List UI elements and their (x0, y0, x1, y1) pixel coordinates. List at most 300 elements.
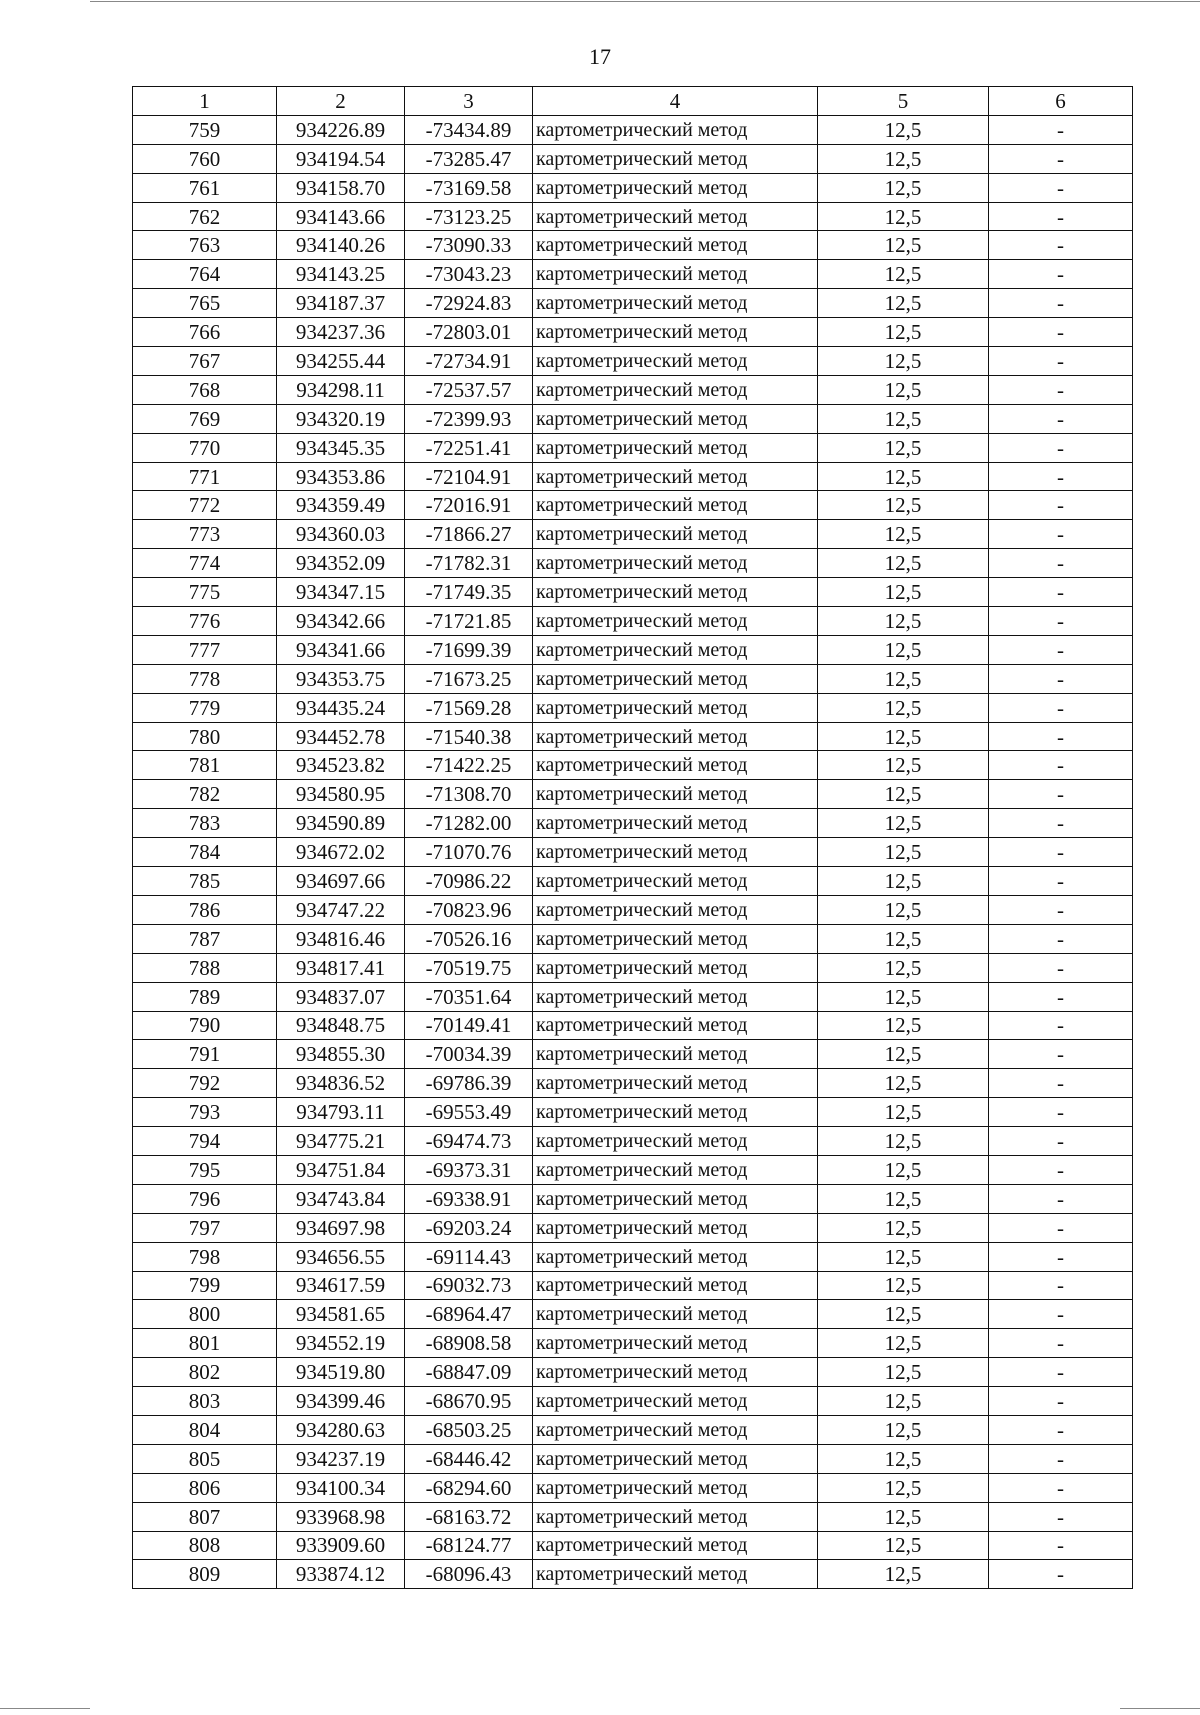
bottom-edge-line-right (1120, 1708, 1200, 1709)
table-row (133, 289, 1133, 318)
note-cell: - (989, 1444, 1133, 1473)
table-row (133, 549, 1133, 578)
header-cell-col-3: 3 (405, 87, 533, 116)
method-cell: картометрический метод (533, 375, 818, 404)
accuracy-cell: 12,5 (818, 867, 989, 896)
note-cell: - (989, 895, 1133, 924)
method-cell: картометрический метод (533, 115, 818, 144)
x-coordinate-cell: 934523.82 (277, 751, 405, 780)
accuracy-cell: 12,5 (818, 404, 989, 433)
header-cell-col-2: 2 (277, 87, 405, 116)
table-row (133, 1127, 1133, 1156)
point-number-cell: 773 (133, 520, 277, 549)
table-row (133, 1300, 1133, 1329)
table-row (133, 347, 1133, 376)
x-coordinate-cell: 934848.75 (277, 1011, 405, 1040)
accuracy-cell: 12,5 (818, 1473, 989, 1502)
table-row (133, 578, 1133, 607)
method-cell: картометрический метод (533, 751, 818, 780)
x-coordinate-cell: 934697.66 (277, 867, 405, 896)
method-cell: картометрический метод (533, 318, 818, 347)
x-coordinate-cell: 934143.25 (277, 260, 405, 289)
y-coordinate-cell: -73043.23 (405, 260, 533, 289)
table-row (133, 1560, 1133, 1589)
note-cell: - (989, 1213, 1133, 1242)
header-cell-col-6: 6 (989, 87, 1133, 116)
point-number-cell: 772 (133, 491, 277, 520)
table-row (133, 173, 1133, 202)
point-number-cell: 787 (133, 924, 277, 953)
method-cell: картометрический метод (533, 491, 818, 520)
accuracy-cell: 12,5 (818, 1415, 989, 1444)
x-coordinate-cell: 934617.59 (277, 1271, 405, 1300)
note-cell: - (989, 1155, 1133, 1184)
point-number-cell: 799 (133, 1271, 277, 1300)
note-cell: - (989, 289, 1133, 318)
table-row (133, 520, 1133, 549)
table-row (133, 260, 1133, 289)
accuracy-cell: 12,5 (818, 375, 989, 404)
x-coordinate-cell: 934353.75 (277, 664, 405, 693)
x-coordinate-cell: 934140.26 (277, 231, 405, 260)
table-row (133, 838, 1133, 867)
accuracy-cell: 12,5 (818, 1271, 989, 1300)
accuracy-cell: 12,5 (818, 231, 989, 260)
y-coordinate-cell: -69553.49 (405, 1098, 533, 1127)
x-coordinate-cell: 934697.98 (277, 1213, 405, 1242)
point-number-cell: 805 (133, 1444, 277, 1473)
method-cell: картометрический метод (533, 1040, 818, 1069)
accuracy-cell: 12,5 (818, 1300, 989, 1329)
note-cell: - (989, 115, 1133, 144)
method-cell: картометрический метод (533, 780, 818, 809)
table-row (133, 375, 1133, 404)
point-number-cell: 790 (133, 1011, 277, 1040)
bottom-edge-line-left (0, 1708, 90, 1709)
note-cell: - (989, 924, 1133, 953)
accuracy-cell: 12,5 (818, 289, 989, 318)
table-row (133, 982, 1133, 1011)
note-cell: - (989, 809, 1133, 838)
method-cell: картометрический метод (533, 1502, 818, 1531)
table-row (133, 924, 1133, 953)
note-cell: - (989, 231, 1133, 260)
y-coordinate-cell: -70149.41 (405, 1011, 533, 1040)
accuracy-cell: 12,5 (818, 462, 989, 491)
accuracy-cell: 12,5 (818, 1011, 989, 1040)
x-coordinate-cell: 933874.12 (277, 1560, 405, 1589)
accuracy-cell: 12,5 (818, 780, 989, 809)
method-cell: картометрический метод (533, 924, 818, 953)
point-number-cell: 768 (133, 375, 277, 404)
table-row (133, 1069, 1133, 1098)
y-coordinate-cell: -72251.41 (405, 433, 533, 462)
accuracy-cell: 12,5 (818, 809, 989, 838)
x-coordinate-cell: 934552.19 (277, 1329, 405, 1358)
method-cell: картометрический метод (533, 1415, 818, 1444)
top-edge-line (90, 1, 1200, 2)
note-cell: - (989, 664, 1133, 693)
y-coordinate-cell: -72734.91 (405, 347, 533, 376)
note-cell: - (989, 1358, 1133, 1387)
point-number-cell: 777 (133, 635, 277, 664)
method-cell: картометрический метод (533, 1271, 818, 1300)
note-cell: - (989, 1069, 1133, 1098)
y-coordinate-cell: -72924.83 (405, 289, 533, 318)
note-cell: - (989, 1329, 1133, 1358)
method-cell: картометрический метод (533, 1213, 818, 1242)
table-row (133, 1011, 1133, 1040)
y-coordinate-cell: -68446.42 (405, 1444, 533, 1473)
y-coordinate-cell: -72016.91 (405, 491, 533, 520)
accuracy-cell: 12,5 (818, 1098, 989, 1127)
accuracy-cell: 12,5 (818, 635, 989, 664)
note-cell: - (989, 520, 1133, 549)
accuracy-cell: 12,5 (818, 1155, 989, 1184)
point-number-cell: 774 (133, 549, 277, 578)
note-cell: - (989, 1531, 1133, 1560)
method-cell: картометрический метод (533, 867, 818, 896)
y-coordinate-cell: -68124.77 (405, 1531, 533, 1560)
method-cell: картометрический метод (533, 1387, 818, 1416)
accuracy-cell: 12,5 (818, 318, 989, 347)
table-row (133, 1184, 1133, 1213)
x-coordinate-cell: 934751.84 (277, 1155, 405, 1184)
accuracy-cell: 12,5 (818, 607, 989, 636)
coordinates-table (132, 86, 1133, 1589)
method-cell: картометрический метод (533, 1531, 818, 1560)
note-cell: - (989, 1502, 1133, 1531)
x-coordinate-cell: 934775.21 (277, 1127, 405, 1156)
table-row (133, 144, 1133, 173)
y-coordinate-cell: -72399.93 (405, 404, 533, 433)
method-cell: картометрический метод (533, 347, 818, 376)
y-coordinate-cell: -72803.01 (405, 318, 533, 347)
accuracy-cell: 12,5 (818, 202, 989, 231)
note-cell: - (989, 549, 1133, 578)
y-coordinate-cell: -69032.73 (405, 1271, 533, 1300)
note-cell: - (989, 1473, 1133, 1502)
x-coordinate-cell: 934342.66 (277, 607, 405, 636)
method-cell: картометрический метод (533, 1473, 818, 1502)
accuracy-cell: 12,5 (818, 491, 989, 520)
x-coordinate-cell: 934255.44 (277, 347, 405, 376)
method-cell: картометрический метод (533, 838, 818, 867)
method-cell: картометрический метод (533, 895, 818, 924)
y-coordinate-cell: -68847.09 (405, 1358, 533, 1387)
note-cell: - (989, 1098, 1133, 1127)
point-number-cell: 803 (133, 1387, 277, 1416)
x-coordinate-cell: 934590.89 (277, 809, 405, 838)
x-coordinate-cell: 933909.60 (277, 1531, 405, 1560)
point-number-cell: 780 (133, 722, 277, 751)
point-number-cell: 809 (133, 1560, 277, 1589)
method-cell: картометрический метод (533, 1300, 818, 1329)
x-coordinate-cell: 934817.41 (277, 953, 405, 982)
note-cell: - (989, 173, 1133, 202)
x-coordinate-cell: 934452.78 (277, 722, 405, 751)
y-coordinate-cell: -69786.39 (405, 1069, 533, 1098)
table-row (133, 1242, 1133, 1271)
method-cell: картометрический метод (533, 607, 818, 636)
y-coordinate-cell: -71782.31 (405, 549, 533, 578)
point-number-cell: 765 (133, 289, 277, 318)
point-number-cell: 808 (133, 1531, 277, 1560)
y-coordinate-cell: -71308.70 (405, 780, 533, 809)
point-number-cell: 761 (133, 173, 277, 202)
x-coordinate-cell: 934519.80 (277, 1358, 405, 1387)
table-row (133, 1040, 1133, 1069)
note-cell: - (989, 1271, 1133, 1300)
method-cell: картометрический метод (533, 404, 818, 433)
y-coordinate-cell: -70519.75 (405, 953, 533, 982)
table-body (133, 87, 1133, 1589)
method-cell: картометрический метод (533, 433, 818, 462)
x-coordinate-cell: 934360.03 (277, 520, 405, 549)
y-coordinate-cell: -68964.47 (405, 1300, 533, 1329)
accuracy-cell: 12,5 (818, 1560, 989, 1589)
table-row (133, 1473, 1133, 1502)
point-number-cell: 759 (133, 115, 277, 144)
accuracy-cell: 12,5 (818, 1502, 989, 1531)
accuracy-cell: 12,5 (818, 924, 989, 953)
note-cell: - (989, 375, 1133, 404)
note-cell: - (989, 780, 1133, 809)
method-cell: картометрический метод (533, 520, 818, 549)
note-cell: - (989, 433, 1133, 462)
x-coordinate-cell: 934100.34 (277, 1473, 405, 1502)
accuracy-cell: 12,5 (818, 173, 989, 202)
y-coordinate-cell: -71866.27 (405, 520, 533, 549)
x-coordinate-cell: 934837.07 (277, 982, 405, 1011)
y-coordinate-cell: -70986.22 (405, 867, 533, 896)
y-coordinate-cell: -68503.25 (405, 1415, 533, 1444)
method-cell: картометрический метод (533, 289, 818, 318)
accuracy-cell: 12,5 (818, 664, 989, 693)
y-coordinate-cell: -70351.64 (405, 982, 533, 1011)
y-coordinate-cell: -68294.60 (405, 1473, 533, 1502)
point-number-cell: 800 (133, 1300, 277, 1329)
method-cell: картометрический метод (533, 693, 818, 722)
y-coordinate-cell: -69338.91 (405, 1184, 533, 1213)
table-row (133, 780, 1133, 809)
x-coordinate-cell: 934747.22 (277, 895, 405, 924)
x-coordinate-cell: 934836.52 (277, 1069, 405, 1098)
note-cell: - (989, 635, 1133, 664)
method-cell: картометрический метод (533, 1444, 818, 1473)
point-number-cell: 791 (133, 1040, 277, 1069)
note-cell: - (989, 347, 1133, 376)
table-row (133, 1213, 1133, 1242)
point-number-cell: 782 (133, 780, 277, 809)
method-cell: картометрический метод (533, 1127, 818, 1156)
y-coordinate-cell: -68163.72 (405, 1502, 533, 1531)
note-cell: - (989, 462, 1133, 491)
accuracy-cell: 12,5 (818, 1127, 989, 1156)
note-cell: - (989, 607, 1133, 636)
note-cell: - (989, 1387, 1133, 1416)
y-coordinate-cell: -69474.73 (405, 1127, 533, 1156)
point-number-cell: 764 (133, 260, 277, 289)
x-coordinate-cell: 934656.55 (277, 1242, 405, 1271)
accuracy-cell: 12,5 (818, 1213, 989, 1242)
point-number-cell: 781 (133, 751, 277, 780)
table-row (133, 318, 1133, 347)
point-number-cell: 779 (133, 693, 277, 722)
point-number-cell: 763 (133, 231, 277, 260)
method-cell: картометрический метод (533, 1011, 818, 1040)
x-coordinate-cell: 934672.02 (277, 838, 405, 867)
header-cell-col-1: 1 (133, 87, 277, 116)
table-row (133, 1415, 1133, 1444)
method-cell: картометрический метод (533, 1155, 818, 1184)
x-coordinate-cell: 934359.49 (277, 491, 405, 520)
x-coordinate-cell: 934435.24 (277, 693, 405, 722)
accuracy-cell: 12,5 (818, 1040, 989, 1069)
method-cell: картометрический метод (533, 1069, 818, 1098)
method-cell: картометрический метод (533, 231, 818, 260)
note-cell: - (989, 578, 1133, 607)
point-number-cell: 792 (133, 1069, 277, 1098)
method-cell: картометрический метод (533, 1098, 818, 1127)
accuracy-cell: 12,5 (818, 1069, 989, 1098)
table-row (133, 433, 1133, 462)
table-row (133, 1271, 1133, 1300)
note-cell: - (989, 722, 1133, 751)
point-number-cell: 788 (133, 953, 277, 982)
method-cell: картометрический метод (533, 549, 818, 578)
point-number-cell: 795 (133, 1155, 277, 1184)
accuracy-cell: 12,5 (818, 1329, 989, 1358)
accuracy-cell: 12,5 (818, 1184, 989, 1213)
method-cell: картометрический метод (533, 578, 818, 607)
method-cell: картометрический метод (533, 1560, 818, 1589)
point-number-cell: 786 (133, 895, 277, 924)
note-cell: - (989, 1560, 1133, 1589)
accuracy-cell: 12,5 (818, 838, 989, 867)
method-cell: картометрический метод (533, 982, 818, 1011)
table-row (133, 809, 1133, 838)
method-cell: картометрический метод (533, 953, 818, 982)
note-cell: - (989, 693, 1133, 722)
y-coordinate-cell: -71699.39 (405, 635, 533, 664)
table-row (133, 1155, 1133, 1184)
accuracy-cell: 12,5 (818, 693, 989, 722)
point-number-cell: 797 (133, 1213, 277, 1242)
accuracy-cell: 12,5 (818, 260, 989, 289)
point-number-cell: 770 (133, 433, 277, 462)
accuracy-cell: 12,5 (818, 347, 989, 376)
accuracy-cell: 12,5 (818, 982, 989, 1011)
table-row (133, 1098, 1133, 1127)
method-cell: картометрический метод (533, 722, 818, 751)
y-coordinate-cell: -70034.39 (405, 1040, 533, 1069)
y-coordinate-cell: -71422.25 (405, 751, 533, 780)
table-row (133, 607, 1133, 636)
page-number: 17 (589, 44, 611, 69)
x-coordinate-cell: 934320.19 (277, 404, 405, 433)
accuracy-cell: 12,5 (818, 578, 989, 607)
note-cell: - (989, 491, 1133, 520)
y-coordinate-cell: -71282.00 (405, 809, 533, 838)
note-cell: - (989, 202, 1133, 231)
y-coordinate-cell: -71749.35 (405, 578, 533, 607)
note-cell: - (989, 1300, 1133, 1329)
table-row (133, 722, 1133, 751)
x-coordinate-cell: 934298.11 (277, 375, 405, 404)
table-header-row (133, 87, 1133, 116)
y-coordinate-cell: -71540.38 (405, 722, 533, 751)
method-cell: картометрический метод (533, 260, 818, 289)
accuracy-cell: 12,5 (818, 953, 989, 982)
method-cell: картометрический метод (533, 144, 818, 173)
accuracy-cell: 12,5 (818, 1531, 989, 1560)
method-cell: картометрический метод (533, 1184, 818, 1213)
x-coordinate-cell: 934143.66 (277, 202, 405, 231)
note-cell: - (989, 1242, 1133, 1271)
method-cell: картометрический метод (533, 462, 818, 491)
x-coordinate-cell: 934158.70 (277, 173, 405, 202)
table-row (133, 693, 1133, 722)
accuracy-cell: 12,5 (818, 1242, 989, 1271)
x-coordinate-cell: 934855.30 (277, 1040, 405, 1069)
x-coordinate-cell: 934280.63 (277, 1415, 405, 1444)
point-number-cell: 784 (133, 838, 277, 867)
accuracy-cell: 12,5 (818, 1387, 989, 1416)
x-coordinate-cell: 934743.84 (277, 1184, 405, 1213)
method-cell: картометрический метод (533, 664, 818, 693)
y-coordinate-cell: -72537.57 (405, 375, 533, 404)
note-cell: - (989, 404, 1133, 433)
y-coordinate-cell: -68096.43 (405, 1560, 533, 1589)
x-coordinate-cell: 934226.89 (277, 115, 405, 144)
accuracy-cell: 12,5 (818, 1358, 989, 1387)
accuracy-cell: 12,5 (818, 751, 989, 780)
accuracy-cell: 12,5 (818, 144, 989, 173)
x-coordinate-cell: 934816.46 (277, 924, 405, 953)
point-number-cell: 802 (133, 1358, 277, 1387)
table-row (133, 895, 1133, 924)
point-number-cell: 778 (133, 664, 277, 693)
x-coordinate-cell: 934237.19 (277, 1444, 405, 1473)
point-number-cell: 785 (133, 867, 277, 896)
y-coordinate-cell: -73285.47 (405, 144, 533, 173)
y-coordinate-cell: -69373.31 (405, 1155, 533, 1184)
table-row (133, 1387, 1133, 1416)
accuracy-cell: 12,5 (818, 1444, 989, 1473)
point-number-cell: 793 (133, 1098, 277, 1127)
method-cell: картометрический метод (533, 1358, 818, 1387)
table-row (133, 1502, 1133, 1531)
y-coordinate-cell: -69203.24 (405, 1213, 533, 1242)
y-coordinate-cell: -73123.25 (405, 202, 533, 231)
x-coordinate-cell: 934793.11 (277, 1098, 405, 1127)
x-coordinate-cell: 934352.09 (277, 549, 405, 578)
note-cell: - (989, 1184, 1133, 1213)
x-coordinate-cell: 934194.54 (277, 144, 405, 173)
point-number-cell: 794 (133, 1127, 277, 1156)
note-cell: - (989, 751, 1133, 780)
x-coordinate-cell: 934237.36 (277, 318, 405, 347)
point-number-cell: 796 (133, 1184, 277, 1213)
accuracy-cell: 12,5 (818, 115, 989, 144)
y-coordinate-cell: -68670.95 (405, 1387, 533, 1416)
point-number-cell: 776 (133, 607, 277, 636)
x-coordinate-cell: 933968.98 (277, 1502, 405, 1531)
point-number-cell: 760 (133, 144, 277, 173)
method-cell: картометрический метод (533, 202, 818, 231)
y-coordinate-cell: -70526.16 (405, 924, 533, 953)
